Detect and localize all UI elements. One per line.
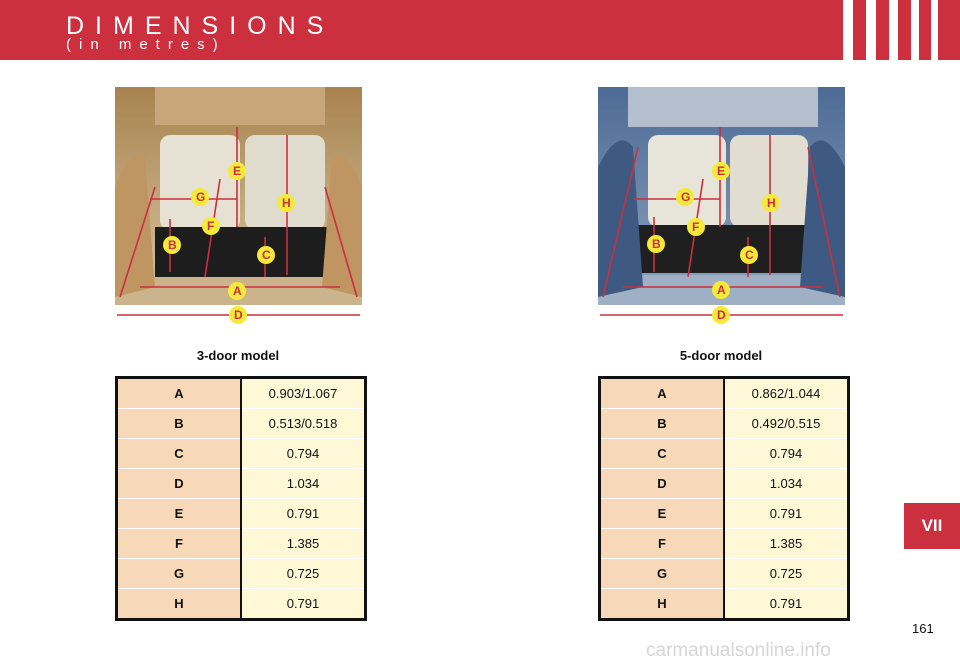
- row-value: 0.862/1.044: [724, 378, 849, 409]
- watermark: carmanualsonline.info: [646, 640, 831, 661]
- row-value: 0.725: [724, 559, 849, 589]
- badge-c: C: [262, 248, 271, 262]
- row-key: D: [600, 469, 725, 499]
- row-key: A: [600, 378, 725, 409]
- table-row: [117, 469, 366, 499]
- table-row: [600, 378, 849, 409]
- boot-photo-3-door-drawing: [115, 87, 362, 305]
- dimension-d-5-door: [598, 305, 848, 327]
- badge-g: G: [681, 190, 691, 204]
- table-row: [600, 409, 849, 439]
- badge-h: H: [282, 196, 291, 210]
- badge-d: D: [717, 308, 726, 322]
- row-value: 0.903/1.067: [241, 378, 366, 409]
- row-value: 0.492/0.515: [724, 409, 849, 439]
- dimensions-table-3-door: [115, 376, 367, 621]
- row-key: G: [117, 559, 242, 589]
- row-value: 0.725: [241, 559, 366, 589]
- badge-h: H: [767, 196, 776, 210]
- row-key: C: [117, 439, 242, 469]
- row-key: E: [600, 499, 725, 529]
- page-header: [0, 0, 960, 60]
- row-key: G: [600, 559, 725, 589]
- row-value: 0.791: [241, 499, 366, 529]
- row-key: F: [117, 529, 242, 559]
- badge-a: A: [233, 284, 242, 298]
- table-row: [117, 409, 366, 439]
- row-key: B: [600, 409, 725, 439]
- badge-d: D: [234, 308, 243, 322]
- row-value: 0.794: [724, 439, 849, 469]
- badge-f: F: [207, 219, 215, 233]
- table-row: [600, 559, 849, 589]
- header-stripe: [843, 0, 853, 60]
- table-row: [600, 529, 849, 559]
- boot-photo-5-door: [598, 87, 845, 305]
- row-value: 1.034: [241, 469, 366, 499]
- badge-a: A: [717, 283, 726, 297]
- badge-c: C: [745, 248, 754, 262]
- header-stripe: [866, 0, 876, 60]
- row-value: 0.791: [724, 589, 849, 620]
- badge-g: G: [196, 190, 206, 204]
- row-value: 0.791: [724, 499, 849, 529]
- table-row: [600, 439, 849, 469]
- row-key: B: [117, 409, 242, 439]
- table-row: [117, 439, 366, 469]
- table-row: [117, 499, 366, 529]
- table-row: [600, 589, 849, 620]
- row-value: 1.385: [724, 529, 849, 559]
- row-value: 1.385: [241, 529, 366, 559]
- row-value: 0.794: [241, 439, 366, 469]
- badge-e: E: [717, 164, 726, 178]
- row-key: A: [117, 378, 242, 409]
- page-title: DIMENSIONS: [66, 12, 335, 40]
- table-row: [600, 499, 849, 529]
- page-subtitle: (in metres): [66, 36, 226, 53]
- row-key: F: [600, 529, 725, 559]
- badge-b: B: [652, 237, 661, 251]
- header-stripe: [911, 0, 919, 60]
- section-tab: VII: [904, 503, 960, 549]
- header-stripe: [889, 0, 898, 60]
- badge-f: F: [692, 220, 700, 234]
- table-row: [117, 529, 366, 559]
- boot-photo-3-door: [115, 87, 362, 305]
- row-value: 1.034: [724, 469, 849, 499]
- row-key: C: [600, 439, 725, 469]
- table-row: [117, 589, 366, 620]
- caption-3-door: 3-door model: [196, 348, 280, 363]
- row-value: 0.513/0.518: [241, 409, 366, 439]
- row-key: E: [117, 499, 242, 529]
- row-key: D: [117, 469, 242, 499]
- row-key: H: [117, 589, 242, 620]
- badge-b: B: [168, 238, 177, 252]
- table-row: [600, 469, 849, 499]
- badge-e: E: [233, 164, 242, 178]
- dimensions-table-5-door: [598, 376, 850, 621]
- header-stripe: [931, 0, 938, 60]
- row-key: H: [600, 589, 725, 620]
- row-value: 0.791: [241, 589, 366, 620]
- caption-5-door: 5-door model: [679, 348, 763, 363]
- table-row: [117, 559, 366, 589]
- boot-photo-5-door-drawing: [598, 87, 845, 305]
- page-number: 161: [912, 621, 934, 636]
- dimension-d-3-door: [115, 305, 365, 327]
- table-row: [117, 378, 366, 409]
